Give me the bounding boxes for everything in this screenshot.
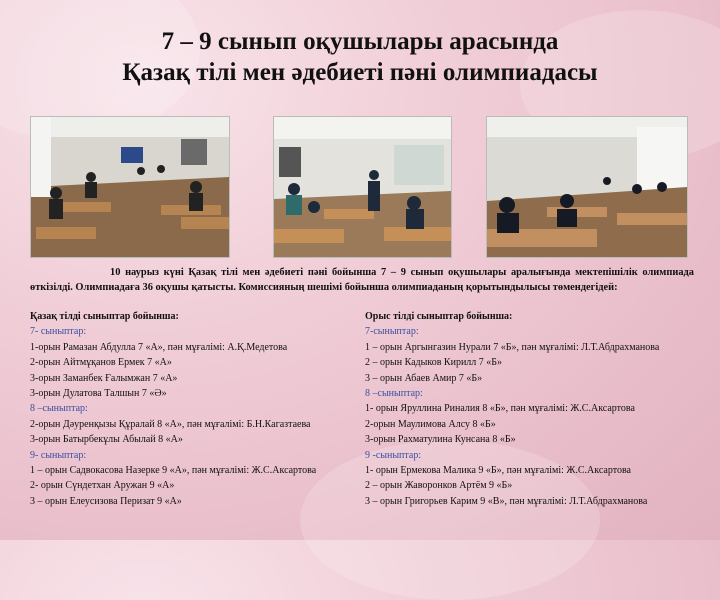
winner-line: 3 – орын Григорьев Карим 9 «В», пән мұғалімі: Л.Т.Абдрахманова bbox=[365, 495, 648, 507]
grade-heading: 9- сыныптар: bbox=[30, 449, 87, 461]
winner-line: 3-орын Дулатова Талшын 7 «Ә» bbox=[30, 388, 167, 400]
grade-heading: 7-сыныптар: bbox=[365, 326, 419, 338]
russian-classes-column bbox=[365, 309, 705, 509]
winner-line: 2-орын Дәуренқызы Құралай 8 «А», пән мұғалімі: Б.Н.Кагазтаева bbox=[30, 418, 311, 430]
winner-line: 1 – орын Садвокасова Назерке 9 «А», пән мұғалімі: Ж.С.Аксартова bbox=[30, 465, 317, 477]
grade-heading: 7- сыныптар: bbox=[30, 326, 87, 338]
classroom-photo-3 bbox=[486, 116, 688, 258]
title-line-2: Қазақ тілі мен әдебиеті пәні олимпиадасы bbox=[122, 59, 598, 86]
winner-line: 3-орын Заманбек Ғалымжан 7 «А» bbox=[30, 372, 178, 384]
winner-line: 1- орын Яруллина Риналия 8 «Б», пән мұғалімі: Ж.С.Аксартова bbox=[365, 403, 635, 415]
winner-line: 2 – орын Кадыков Кирилл 7 «Б» bbox=[365, 357, 503, 369]
winner-line: 3 – орын Елеусизова Перизат 9 «А» bbox=[30, 495, 182, 507]
kazakh-classes-column bbox=[30, 309, 350, 509]
title-line-1: 7 – 9 сынып оқушылары арасында bbox=[161, 28, 559, 55]
classroom-photo-1 bbox=[30, 116, 230, 258]
grade-heading: 8 –сыныптар: bbox=[30, 403, 88, 415]
grade-heading: 8 –сыныптар: bbox=[365, 388, 423, 400]
grade-heading: 9 -сыныптар: bbox=[365, 449, 422, 461]
classroom-photo-2 bbox=[273, 116, 452, 258]
winner-line: 2 – орын Жаворонков Артём 9 «Б» bbox=[365, 480, 513, 492]
column-heading: Орыс тілді сыныптар бойынша: bbox=[365, 311, 513, 322]
winner-line: 1 – орын Аргынгазин Нурали 7 «Б», пән мұғалімі: Л.Т.Абдрахманова bbox=[365, 341, 660, 353]
intro-paragraph: 10 наурыз күні Қазақ тілі мен әдебиеті пәні бойынша 7 – 9 сынып оқушылары аралығында мектепішілік олимпиада өткізілді. Олимпиадаға 36 оқушы қатысты. Комиссияның шешімі бойынша олимпиаданың қорытындылысы төмендегідей: bbox=[30, 267, 694, 293]
winner-line: 3-орын Рахматулина Кунсана 8 «Б» bbox=[365, 434, 516, 446]
winner-line: 1- орын Ермекова Малика 9 «Б», пән мұғалімі: Ж.С.Аксартова bbox=[365, 465, 631, 477]
winner-line: 3 – орын Абаев Амир 7 «Б» bbox=[365, 372, 483, 384]
winner-line: 2- орын Сүндетхан Аружан 9 «А» bbox=[30, 480, 175, 492]
winner-line: 2-орын Айтмұқанов Ермек 7 «А» bbox=[30, 357, 172, 369]
winner-line: 3-орын Батырбекұлы Абылай 8 «А» bbox=[30, 434, 183, 446]
slide-title bbox=[0, 26, 720, 88]
winner-line: 2-орын Маулимова Алсу 8 «Б» bbox=[365, 418, 496, 430]
winner-line: 1-орын Рамазан Абдулла 7 «А», пән мұғалімі: А.Қ.Медетова bbox=[30, 341, 288, 353]
column-heading: Қазақ тілді сыныптар бойынша: bbox=[30, 311, 179, 322]
